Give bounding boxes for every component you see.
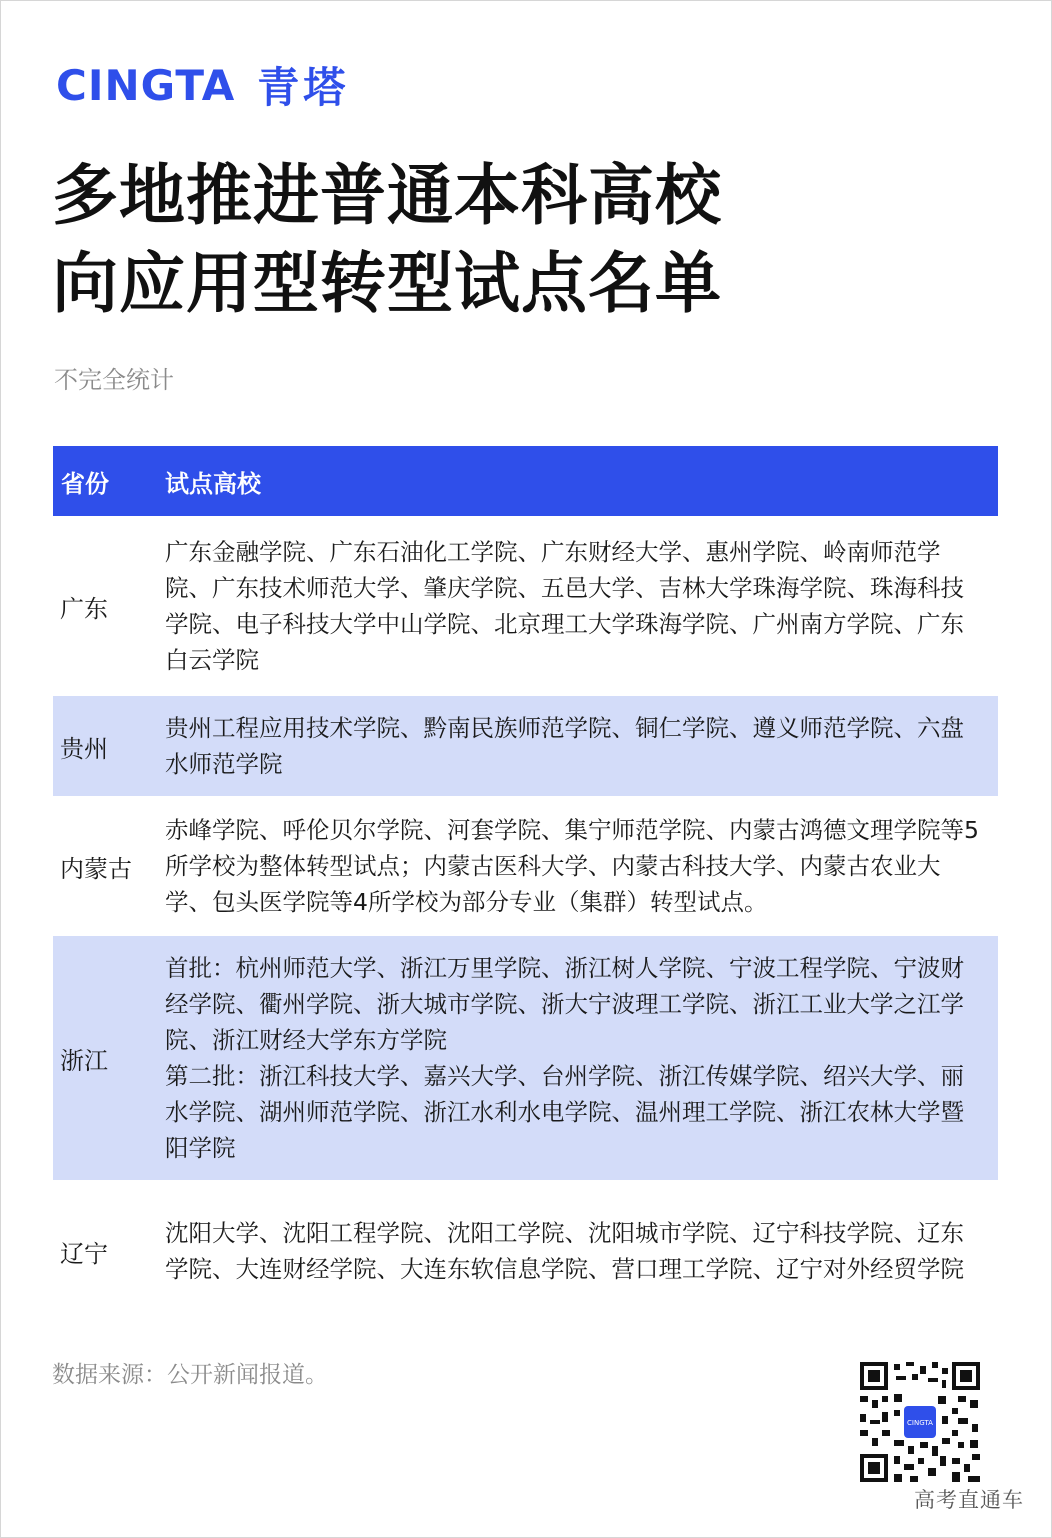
- schools-cell: [165, 812, 998, 920]
- schools-cell: [165, 534, 998, 678]
- brand-name-cn: 青塔: [257, 63, 350, 112]
- province-cell: 贵州: [60, 734, 108, 763]
- table-row: [53, 936, 998, 1180]
- brand-logo: [56, 60, 349, 110]
- schools-cell: [165, 950, 998, 1166]
- province-cell: 辽宁: [60, 1239, 108, 1268]
- brand-name-en: CINGTA: [56, 60, 236, 110]
- header-schools: 试点高校: [165, 469, 261, 498]
- data-source-note: 数据来源：公开新闻报道。: [52, 1362, 328, 1388]
- header-province: 省份: [61, 469, 109, 498]
- pilot-table: [53, 446, 998, 1322]
- table-header: [53, 446, 998, 516]
- watermark-text: 高考直通车: [914, 1488, 1024, 1512]
- schools-text: 贵州工程应用技术学院、黔南民族师范学院、铜仁学院、遵义师范学院、六盘水师范学院: [165, 714, 964, 778]
- table-row: [53, 1180, 998, 1322]
- qr-code-icon: [858, 1360, 982, 1484]
- schools-text-batch-2: 第二批：浙江科技大学、嘉兴大学、台州学院、浙江传媒学院、绍兴大学、丽水学院、湖州师范学院、浙江水利水电学院、温州理工学院、浙江农林大学暨阳学院: [165, 1062, 964, 1162]
- province-cell: 广东: [60, 594, 108, 623]
- schools-text: 沈阳大学、沈阳工程学院、沈阳工学院、沈阳城市学院、辽宁科技学院、辽东学院、大连财经学院、大连东软信息学院、营口理工学院、辽宁对外经贸学院: [165, 1219, 964, 1283]
- title-line-2: 向应用型转型试点名单: [52, 245, 722, 322]
- title-line-1: 多地推进普通本科高校: [52, 157, 722, 234]
- schools-text-batch-1: 首批：杭州师范大学、浙江万里学院、浙江树人学院、宁波工程学院、宁波财经学院、衢州学院、浙大城市学院、浙大宁波理工学院、浙江工业大学之江学院、浙江财经大学东方学院: [165, 954, 964, 1054]
- table-row: [53, 516, 998, 696]
- province-cell: 浙江: [60, 1046, 108, 1075]
- province-cell: 内蒙古: [60, 854, 132, 883]
- qr-center-label: CINGTA: [907, 1419, 933, 1427]
- schools-text: 赤峰学院、呼伦贝尔学院、河套学院、集宁师范学院、内蒙古鸿德文理学院等5所学校为整体转型试点；内蒙古医科大学、内蒙古科技大学、内蒙古农业大学、包头医学院等4所学校为部分专业（集群）转型试点。: [165, 816, 979, 916]
- page-title: [52, 152, 952, 328]
- table-row: [53, 796, 998, 936]
- schools-text: 广东金融学院、广东石油化工学院、广东财经大学、惠州学院、岭南师范学院、广东技术师范大学、肇庆学院、五邑大学、吉林大学珠海学院、珠海科技学院、电子科技大学中山学院、北京理工大学珠海学院、广州南方学院、广东白云学院: [165, 538, 964, 674]
- table-row: [53, 696, 998, 796]
- schools-cell: [165, 710, 998, 782]
- subtitle: 不完全统计: [54, 366, 174, 394]
- qr-code: [858, 1360, 982, 1484]
- schools-cell: [165, 1215, 998, 1287]
